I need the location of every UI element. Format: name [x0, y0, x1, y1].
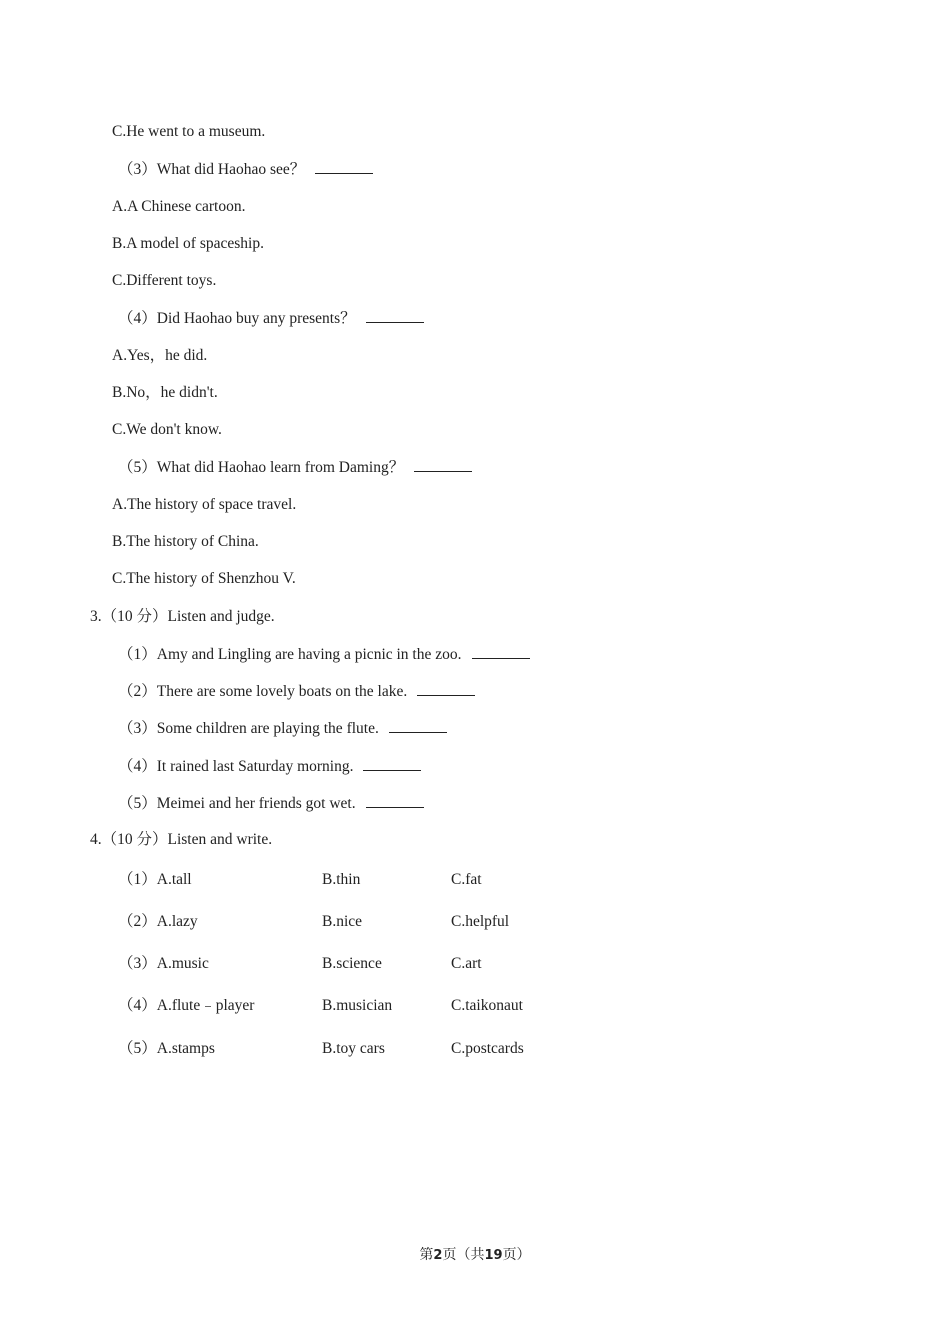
answer-blank[interactable]	[389, 718, 447, 733]
option-text: B.No，he didn't.	[112, 384, 218, 401]
option-c: C.fat	[451, 871, 482, 888]
judge-item: （1）Amy and Lingling are having a picnic in the zoo.	[118, 644, 530, 665]
option-text: A.Yes，he did.	[112, 347, 208, 364]
option-text: C.Different toys.	[112, 272, 217, 289]
question-4-heading: 4.（10 分）Listen and write.	[90, 831, 273, 848]
option-c: C.postcards	[451, 1040, 524, 1057]
option-c: C.helpful	[451, 913, 510, 930]
option-text: A.The history of space travel.	[112, 496, 297, 513]
answer-blank[interactable]	[366, 308, 424, 323]
option-text: C.We don't know.	[112, 421, 222, 438]
option-a: （3）A.music	[118, 955, 209, 972]
option-b: B.science	[322, 955, 382, 972]
option-text: C.He went to a museum.	[112, 123, 266, 140]
option-b: B.thin	[322, 871, 361, 888]
option-text: B.The history of China.	[112, 533, 259, 550]
option-b: B.toy cars	[322, 1040, 385, 1057]
question-3-heading: 3.（10 分）Listen and judge.	[90, 608, 275, 625]
option-c: C.art	[451, 955, 482, 972]
judge-item: （5）Meimei and her friends got wet.	[118, 793, 424, 814]
answer-blank[interactable]	[417, 681, 475, 696]
option-text: B.A model of spaceship.	[112, 235, 264, 252]
question-2-5: （5）What did Haohao learn from Daming？	[118, 457, 472, 478]
option-a: （4）A.flute﹣player	[118, 997, 255, 1014]
question-2-4: （4）Did Haohao buy any presents？	[118, 308, 424, 329]
judge-item: （3）Some children are playing the flute.	[118, 718, 447, 739]
answer-blank[interactable]	[366, 793, 424, 808]
judge-item: （4）It rained last Saturday morning.	[118, 756, 421, 777]
option-text: A.A Chinese cartoon.	[112, 198, 246, 215]
option-b: B.nice	[322, 913, 363, 930]
option-text: C.The history of Shenzhou V.	[112, 570, 296, 587]
answer-blank[interactable]	[414, 457, 472, 472]
option-c: C.taikonaut	[451, 997, 523, 1014]
option-b: B.musician	[322, 997, 393, 1014]
option-a: （2）A.lazy	[118, 913, 198, 930]
answer-blank[interactable]	[472, 644, 530, 659]
answer-blank[interactable]	[363, 756, 421, 771]
judge-item: （2）There are some lovely boats on the lake.	[118, 681, 475, 702]
question-2-3: （3）What did Haohao see？	[118, 159, 373, 180]
option-a: （1）A.tall	[118, 871, 192, 888]
page-footer: 第2页（共19页）	[419, 1248, 531, 1263]
answer-blank[interactable]	[315, 159, 373, 174]
option-a: （5）A.stamps	[118, 1040, 215, 1057]
